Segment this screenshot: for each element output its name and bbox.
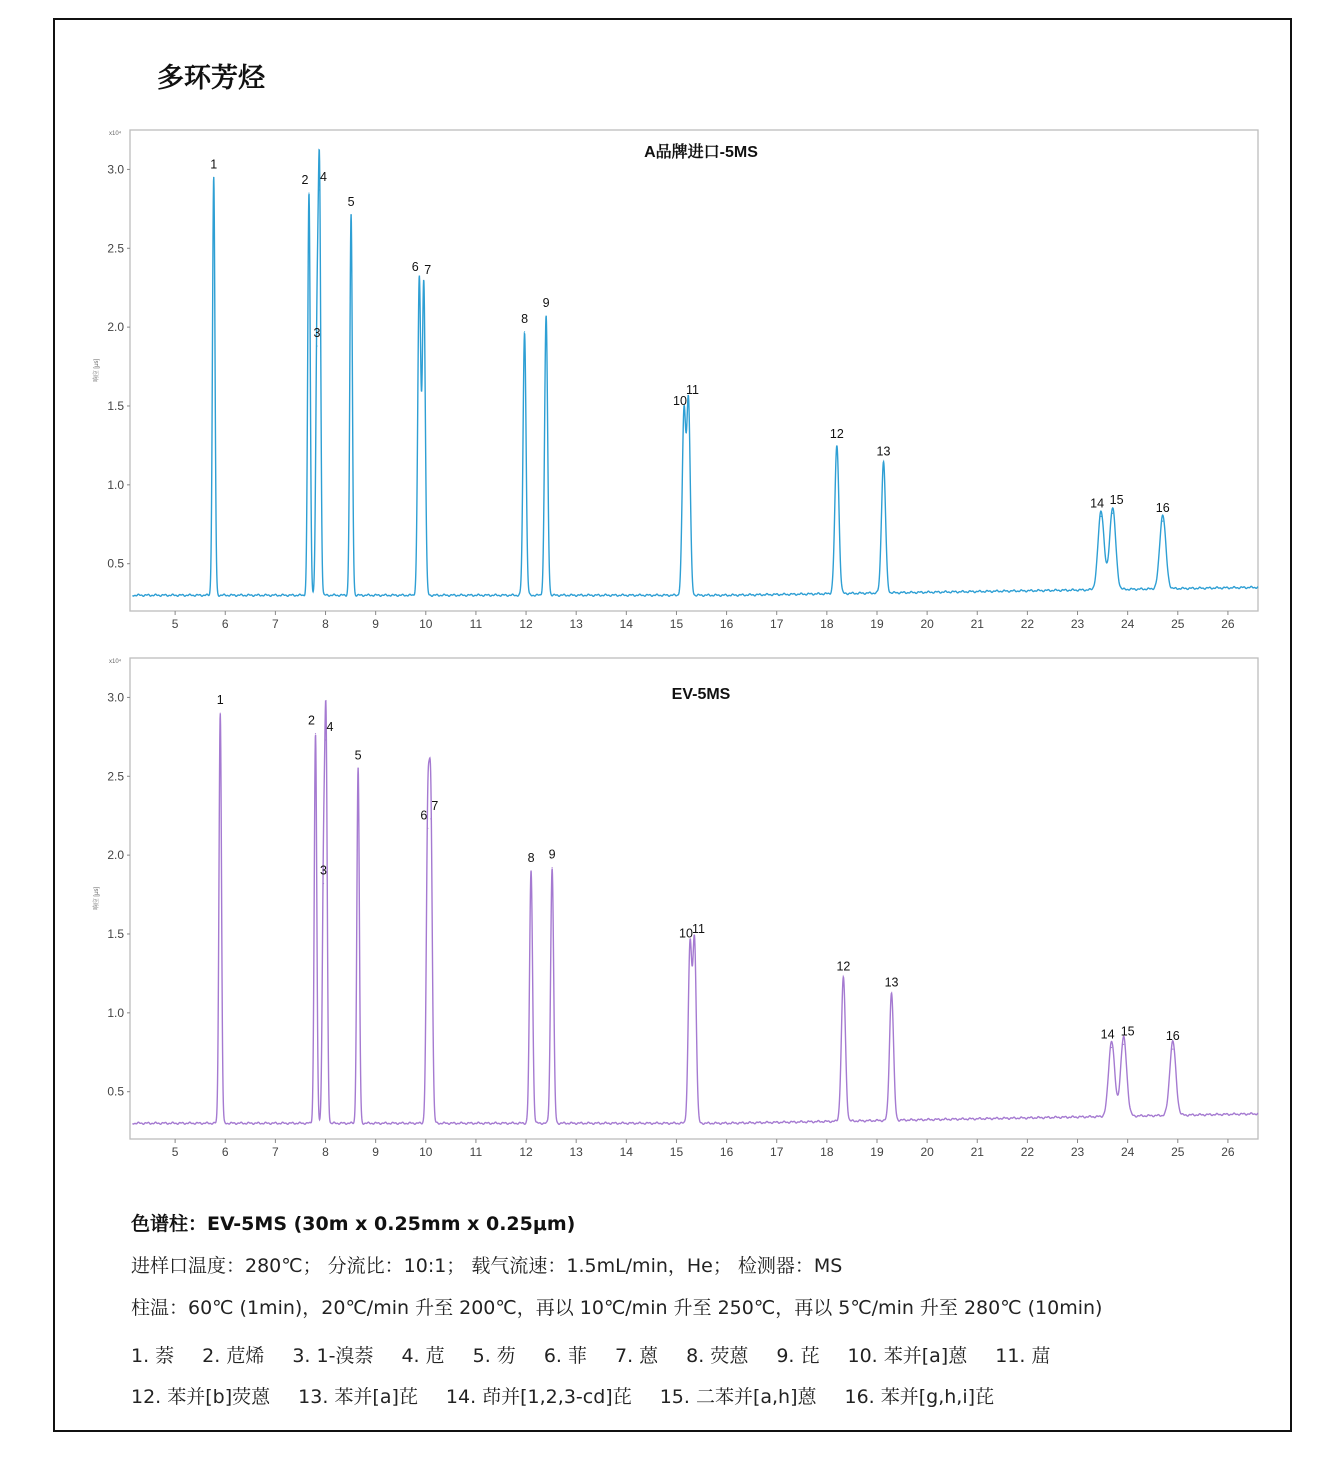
compound-item-6: 7. 蒽 bbox=[614, 1345, 659, 1367]
compound-item-7: 8. 荧蒽 bbox=[686, 1345, 749, 1367]
x-tick-label: 7 bbox=[272, 1145, 279, 1159]
peak-label-2: 2 bbox=[301, 173, 309, 188]
x-tick-label: 16 bbox=[719, 1145, 734, 1159]
y-tick-label: 0.5 bbox=[107, 556, 124, 571]
compound-item-3: 4. 苊 bbox=[401, 1345, 445, 1367]
page-title: 多环芳烃 bbox=[157, 63, 265, 94]
x-tick-label: 15 bbox=[669, 1145, 684, 1159]
x-tick-label: 21 bbox=[970, 617, 984, 631]
peak-apex-3 bbox=[323, 883, 324, 884]
peak-label-15: 15 bbox=[1109, 493, 1124, 508]
peak-label-4: 4 bbox=[326, 720, 334, 735]
y-tick-label: 1.5 bbox=[107, 926, 124, 941]
peak-apex-12 bbox=[843, 979, 844, 980]
x-tick-label: 16 bbox=[719, 617, 734, 631]
compound-legend-row-2 bbox=[131, 1382, 1022, 1409]
x-tick-label: 9 bbox=[372, 1145, 379, 1159]
peak-label-12: 12 bbox=[829, 426, 844, 441]
peak-label-9: 9 bbox=[542, 296, 550, 311]
chart-title: EV-5MS bbox=[671, 686, 731, 703]
peak-apex-8 bbox=[530, 870, 531, 871]
x-tick-label: 26 bbox=[1221, 617, 1235, 631]
x-tick-label: 13 bbox=[569, 1145, 583, 1159]
peak-label-1: 1 bbox=[210, 157, 218, 172]
column-spec: 色谱柱：EV-5MS (30m x 0.25mm x 0.25μm) bbox=[131, 1213, 576, 1235]
peak-label-5: 5 bbox=[347, 195, 355, 210]
peak-label-2: 2 bbox=[308, 713, 315, 728]
peak-label-16: 16 bbox=[1155, 501, 1170, 516]
peak-label-4: 4 bbox=[320, 169, 327, 184]
x-tick-label: 8 bbox=[322, 1145, 329, 1159]
x-tick-label: 14 bbox=[619, 617, 633, 631]
y-tick-label: 0.5 bbox=[107, 1084, 124, 1099]
x-tick-label: 21 bbox=[970, 1145, 984, 1159]
x-tick-label: 23 bbox=[1070, 617, 1085, 631]
x-tick-label: 9 bbox=[372, 617, 379, 631]
compound-item-b-2: 14. 茚并[1,2,3-cd]芘 bbox=[445, 1386, 632, 1408]
peak-apex-1 bbox=[220, 713, 221, 714]
compound-item-10: 11. 䓛 bbox=[995, 1345, 1051, 1367]
peak-label-1: 1 bbox=[216, 693, 224, 708]
x-tick-label: 14 bbox=[619, 1145, 633, 1159]
peak-label-15: 15 bbox=[1120, 1024, 1135, 1039]
peak-label-6: 6 bbox=[411, 259, 419, 274]
x-tick-label: 19 bbox=[870, 1145, 884, 1159]
x-tick-label: 10 bbox=[419, 1145, 433, 1159]
x-tick-label: 18 bbox=[820, 1145, 834, 1159]
y-tick-label: 1.0 bbox=[107, 1005, 124, 1020]
peak-apex-14 bbox=[1111, 1047, 1112, 1048]
peak-apex-4 bbox=[325, 739, 326, 740]
peak-label-9: 9 bbox=[548, 847, 556, 862]
y-tick-label: 3.0 bbox=[107, 690, 124, 705]
peak-apex-7 bbox=[430, 818, 431, 819]
compound-item-b-1: 13. 苯并[a]芘 bbox=[298, 1386, 418, 1408]
y-tick-label: 2.5 bbox=[107, 241, 124, 256]
y-multiplier-label: x10⁴ bbox=[109, 659, 122, 665]
y-tick-label: 2.0 bbox=[107, 320, 124, 335]
peak-label-14: 14 bbox=[1100, 1027, 1115, 1042]
y-axis-label: 响应 [μs] bbox=[94, 358, 100, 383]
x-tick-label: 25 bbox=[1171, 617, 1185, 631]
peak-apex-16 bbox=[1172, 1049, 1173, 1050]
compound-item-b-3: 15. 二苯并[a,h]蒽 bbox=[659, 1386, 817, 1408]
x-tick-label: 23 bbox=[1070, 1145, 1085, 1159]
y-tick-label: 3.0 bbox=[107, 162, 124, 177]
x-tick-label: 13 bbox=[569, 617, 583, 631]
peak-apex-15 bbox=[1123, 1044, 1124, 1045]
x-tick-label: 6 bbox=[221, 617, 229, 631]
x-tick-label: 20 bbox=[920, 1145, 934, 1159]
peak-label-11: 11 bbox=[692, 921, 705, 936]
compound-item-1: 2. 苊烯 bbox=[202, 1345, 265, 1367]
compound-item-9: 10. 苯并[a]蒽 bbox=[847, 1345, 968, 1367]
peak-apex-6 bbox=[427, 828, 428, 829]
x-tick-label: 11 bbox=[469, 1145, 483, 1159]
x-tick-label: 25 bbox=[1171, 1145, 1185, 1159]
peak-label-14: 14 bbox=[1090, 496, 1105, 511]
x-tick-label: 11 bbox=[469, 617, 483, 631]
x-tick-label: 24 bbox=[1120, 617, 1135, 631]
x-tick-label: 17 bbox=[770, 617, 784, 631]
peak-label-13: 13 bbox=[884, 975, 899, 990]
x-tick-label: 5 bbox=[171, 617, 179, 631]
compound-item-b-0: 12. 苯并[b]荧蒽 bbox=[131, 1386, 271, 1408]
y-axis-label: 响应 [μs] bbox=[94, 886, 100, 911]
peak-label-12: 12 bbox=[836, 959, 851, 974]
peak-label-16: 16 bbox=[1165, 1029, 1180, 1044]
peak-label-13: 13 bbox=[876, 444, 891, 459]
x-tick-label: 20 bbox=[920, 617, 934, 631]
peak-label-6: 6 bbox=[420, 808, 428, 823]
y-tick-label: 1.5 bbox=[107, 398, 124, 413]
compound-item-b-4: 16. 苯并[g,h,i]芘 bbox=[844, 1386, 995, 1408]
compound-item-5: 6. 菲 bbox=[543, 1345, 587, 1367]
peak-label-11: 11 bbox=[685, 382, 699, 397]
peak-label-8: 8 bbox=[521, 311, 529, 326]
peak-apex-9 bbox=[552, 867, 553, 868]
x-tick-label: 18 bbox=[820, 617, 834, 631]
x-tick-label: 8 bbox=[322, 617, 329, 631]
compound-item-0: 1. 萘 bbox=[131, 1345, 175, 1367]
peak-apex-2 bbox=[315, 733, 316, 734]
compound-legend-row-1 bbox=[131, 1341, 1079, 1368]
y-tick-label: 2.0 bbox=[107, 848, 124, 863]
peak-label-7: 7 bbox=[424, 262, 432, 277]
x-tick-label: 10 bbox=[419, 617, 433, 631]
y-tick-label: 2.5 bbox=[107, 769, 124, 784]
peak-label-3: 3 bbox=[313, 326, 321, 341]
peak-apex-10 bbox=[689, 946, 690, 947]
x-tick-label: 17 bbox=[770, 1145, 784, 1159]
x-tick-label: 19 bbox=[870, 617, 884, 631]
x-tick-label: 12 bbox=[519, 617, 533, 631]
x-tick-label: 22 bbox=[1020, 1145, 1035, 1159]
chart-title: A品牌进口-5MS bbox=[644, 144, 758, 161]
peak-apex-5 bbox=[358, 768, 359, 769]
plot-area bbox=[130, 658, 1258, 1139]
x-tick-label: 26 bbox=[1221, 1145, 1235, 1159]
peak-label-10: 10 bbox=[679, 926, 693, 941]
x-tick-label: 5 bbox=[171, 1145, 179, 1159]
y-tick-label: 1.0 bbox=[107, 477, 124, 492]
peak-label-8: 8 bbox=[527, 850, 535, 865]
x-tick-label: 7 bbox=[272, 617, 279, 631]
compound-item-4: 5. 芴 bbox=[472, 1345, 516, 1367]
instrument-conditions: 进样口温度：280℃； 分流比：10:1； 载气流速：1.5mL/min，He； 检测器：MS bbox=[131, 1255, 843, 1277]
compound-item-8: 9. 芘 bbox=[776, 1345, 820, 1367]
peak-label-10: 10 bbox=[673, 393, 687, 408]
y-multiplier-label: x10⁴ bbox=[109, 131, 122, 137]
compound-item-2: 3. 1-溴萘 bbox=[292, 1345, 374, 1367]
peak-label-3: 3 bbox=[320, 863, 327, 878]
peak-label-5: 5 bbox=[354, 748, 362, 763]
x-tick-label: 22 bbox=[1020, 617, 1035, 631]
x-tick-label: 15 bbox=[669, 617, 684, 631]
peak-apex-11 bbox=[694, 941, 695, 942]
x-tick-label: 6 bbox=[221, 1145, 229, 1159]
oven-program: 柱温：60℃ (1min)，20℃/min 升至 200℃，再以 10℃/min 升至 250℃，再以 5℃/min 升至 280℃ (10min) bbox=[131, 1297, 1103, 1319]
x-tick-label: 24 bbox=[1120, 1145, 1135, 1159]
peak-apex-13 bbox=[891, 995, 892, 996]
peak-label-7: 7 bbox=[431, 798, 439, 813]
x-tick-label: 12 bbox=[519, 1145, 533, 1159]
